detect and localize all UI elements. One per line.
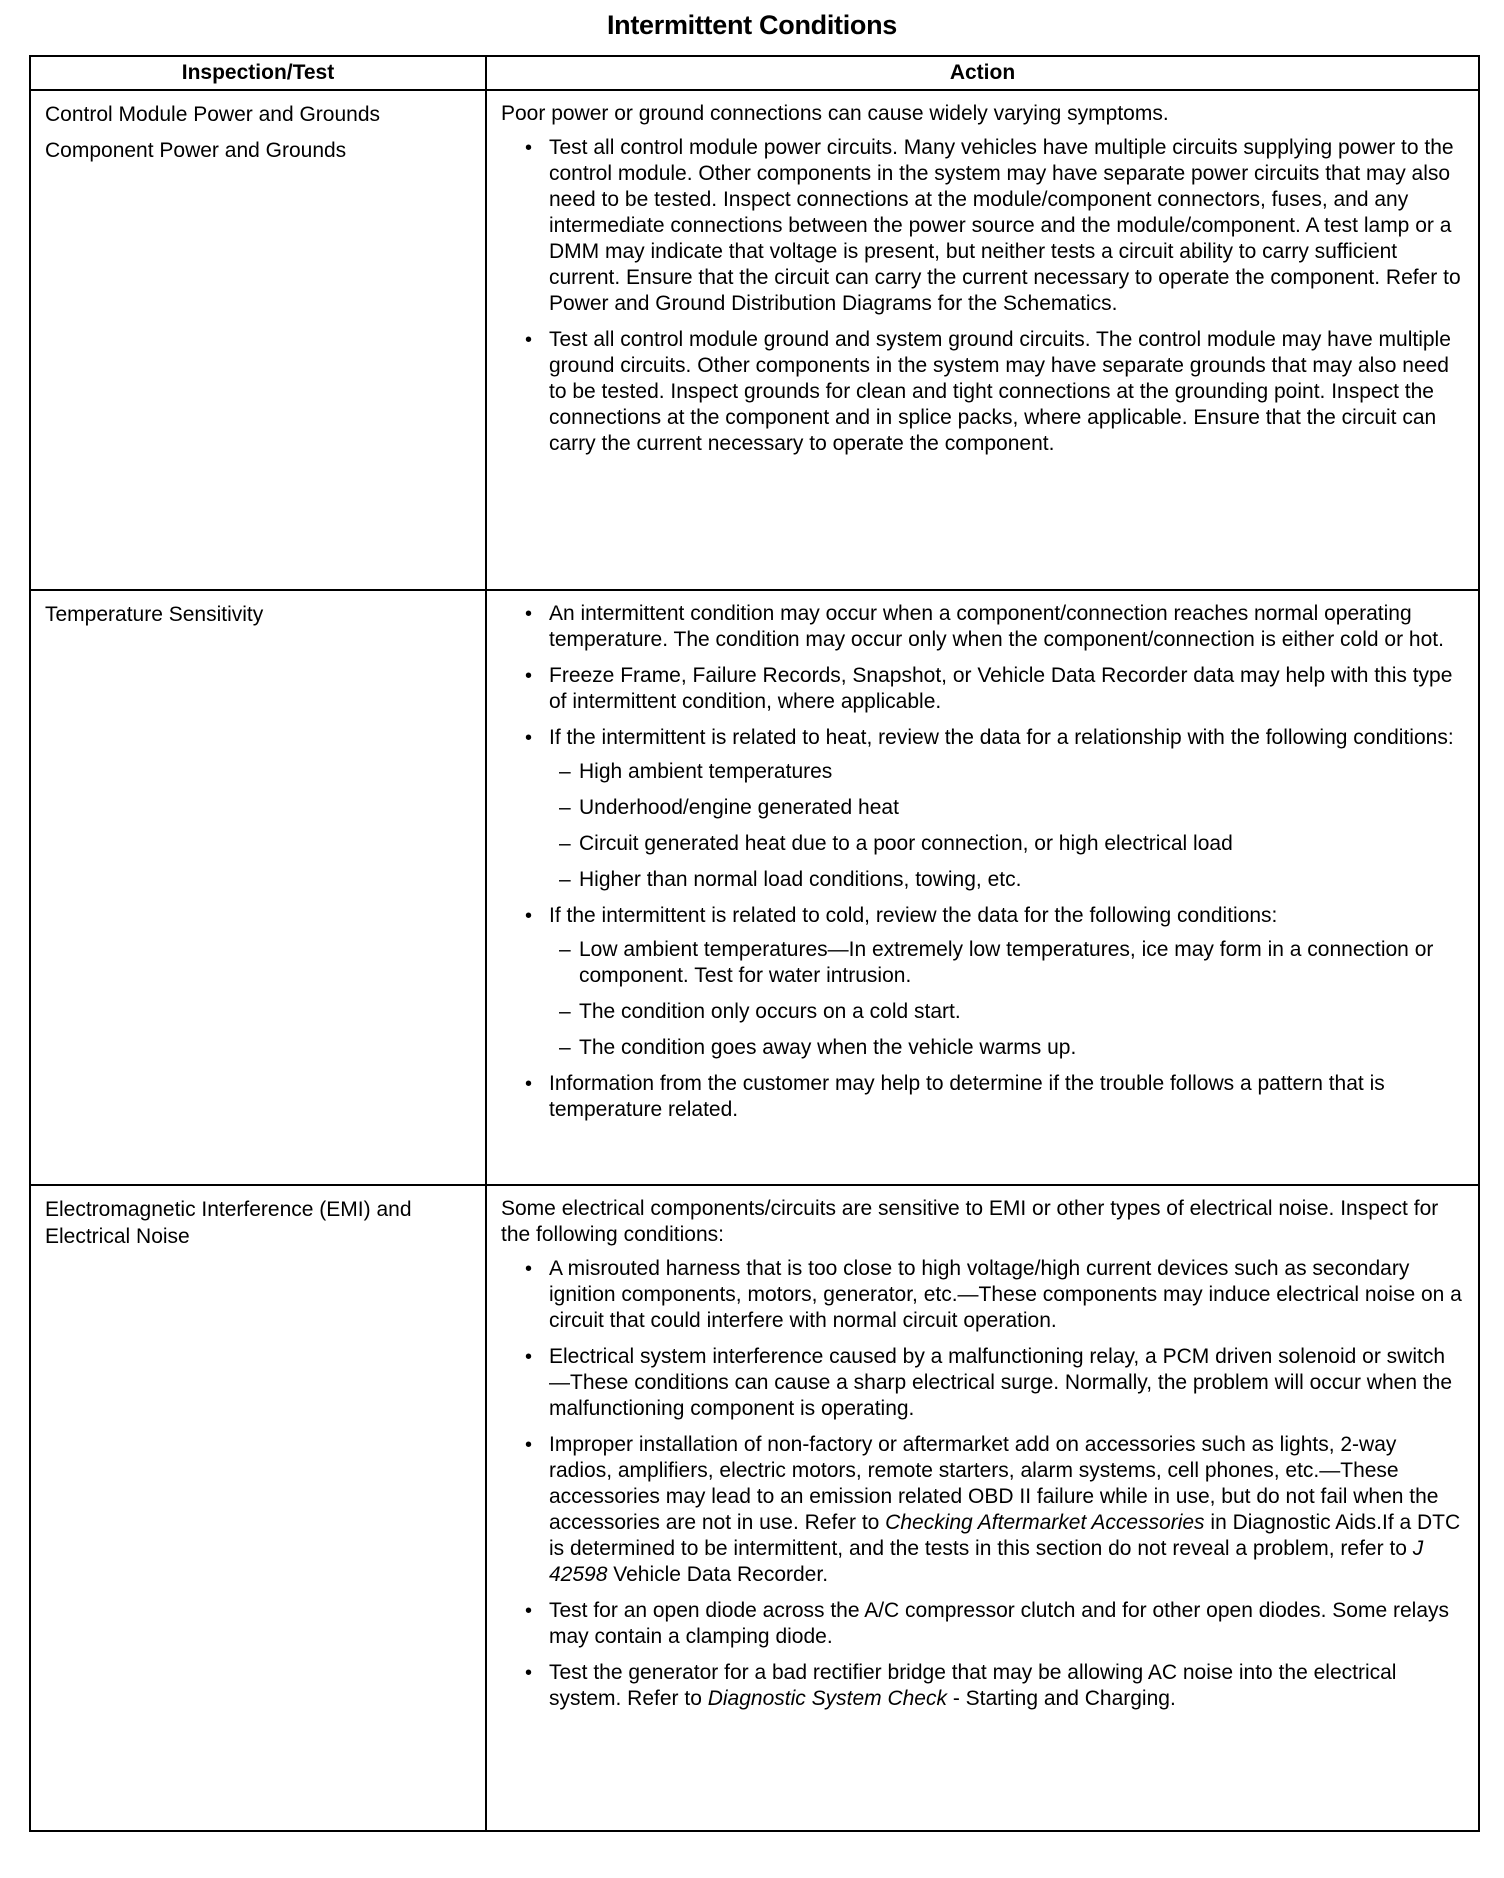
sub-list-item: – Higher than normal load conditions, towing, etc. (553, 867, 1464, 893)
action-cell (486, 1185, 1479, 1831)
table-row-temperature-sensitivity (30, 590, 1479, 1185)
test-label: Component Power and Grounds (45, 139, 347, 162)
sub-list-item: – The condition only occurs on a cold start. (553, 999, 1464, 1025)
action-intro: Poor power or ground connections can cause widely varying symptoms. (501, 102, 1169, 125)
list-item-text: If the intermittent is related to cold, review the data for the following conditions: (549, 904, 1278, 927)
table-row-emi-noise (30, 1185, 1479, 1831)
list-item (525, 1432, 1464, 1588)
table-row-power-grounds (30, 90, 1479, 590)
heat-conditions-list (549, 759, 1464, 893)
action-cell (486, 90, 1479, 590)
cold-conditions-list (549, 937, 1464, 1061)
text-run: - Starting and Charging. (946, 1687, 1176, 1710)
action-cell (486, 590, 1479, 1185)
list-item: • Test for an open diode across the A/C compressor clutch and for other open diodes. Some relays may contain a clamping diode. (525, 1598, 1464, 1650)
sub-list-item: – Circuit generated heat due to a poor connection, or high electrical load (553, 831, 1464, 857)
list-item: • A misrouted harness that is too close to high voltage/high current devices such as secondary ignition components, motors, generator, etc.—These components may induce electrical noise on a circuit that could interfere with normal circuit operation. (525, 1256, 1464, 1334)
reference-tool-j42598: J 42598 (549, 1537, 1424, 1586)
sub-list-item: – Underhood/engine generated heat (553, 795, 1464, 821)
list-item: • Electrical system interference caused by a malfunctioning relay, a PCM driven solenoid or switch—These conditions can cause a sharp electrical surge. Normally, the problem will occur when the malfunctioning component is operating. (525, 1344, 1464, 1422)
intermittent-conditions-table (29, 55, 1480, 1832)
inspection-test-cell (30, 1185, 486, 1831)
action-bullet-list (501, 135, 1464, 457)
test-label: Temperature Sensitivity (45, 603, 264, 626)
test-label: Electromagnetic Interference (EMI) and Electrical Noise (45, 1198, 412, 1248)
text-run: in Diagnostic Aids.If a DTC is determined to be intermittent, and the tests in this section do not reveal a problem, refer to (549, 1511, 1461, 1560)
reference-checking-aftermarket-accessories: Checking Aftermarket Accessories (885, 1511, 1205, 1534)
sub-list-item: – Low ambient temperatures—In extremely low temperatures, ice may form in a connection or component. Test for water intrusion. (553, 937, 1464, 989)
reference-diagnostic-system-check: Diagnostic System Check (707, 1687, 947, 1710)
action-bullet-list (501, 601, 1464, 1123)
list-item (525, 1660, 1464, 1712)
inspection-test-cell (30, 590, 486, 1185)
page-title: Intermittent Conditions (606, 10, 898, 40)
sub-list-item: – The condition goes away when the vehicle warms up. (553, 1035, 1464, 1061)
action-bullet-list (501, 1256, 1464, 1712)
list-item-text: If the intermittent is related to heat, review the data for a relationship with the following conditions: (549, 726, 1454, 749)
list-item: • An intermittent condition may occur when a component/connection reaches normal operating temperature. The condition may occur only when the component/connection is either cold or hot. (525, 601, 1464, 653)
list-item: • Freeze Frame, Failure Records, Snapshot, or Vehicle Data Recorder data may help with this type of intermittent condition, where applicable. (525, 663, 1464, 715)
table-header-row (30, 56, 1479, 90)
list-item: • Test all control module power circuits. Many vehicles have multiple circuits supplying power to the control module. Other components in the system may have separate power circuits that may also need to be tested. Inspect connections at the module/component connectors, fuses, and any intermediate connections between the power source and the module/component. A test lamp or a DMM may indicate that voltage is present, but neither tests a circuit ability to carry sufficient current. Ensure that the circuit can carry the current necessary to operate the component. Refer to Power and Ground Distribution Diagrams for the Schematics. (525, 135, 1464, 317)
list-item: • Information from the customer may help to determine if the trouble follows a pattern that is temperature related. (525, 1071, 1464, 1123)
list-item (525, 725, 1464, 893)
action-intro: Some electrical components/circuits are sensitive to EMI or other types of electrical noise. Inspect for the following conditions: (501, 1197, 1439, 1246)
text-run: Test the generator for a bad rectifier bridge that may be allowing AC noise into the electrical system. Refer to (549, 1661, 1397, 1710)
column-header-action: Action (486, 56, 1479, 90)
test-label: Control Module Power and Grounds (45, 103, 381, 126)
list-item (525, 903, 1464, 1061)
list-item: • Test all control module ground and system ground circuits. The control module may have multiple ground circuits. Other components in the system may have separate grounds that may also need to be tested. Inspect grounds for clean and tight connections at the grounding point. Inspect the connections at the component and in splice packs, where applicable. Ensure that the circuit can carry the current necessary to operate the component. (525, 327, 1464, 457)
text-run: Vehicle Data Recorder. (607, 1563, 829, 1586)
sub-list-item: – High ambient temperatures (553, 759, 1464, 785)
inspection-test-cell (30, 90, 486, 590)
text-run: Improper installation of non-factory or aftermarket add on accessories such as lights, 2-way radios, amplifiers, electric motors, remote starters, alarm systems, cell phones, etc.—These accessories may lead to an emission related OBD II failure while in use, but do not fail when the accessories are not in use. Refer to (549, 1433, 1439, 1534)
column-header-inspection-test: Inspection/Test (30, 56, 486, 90)
